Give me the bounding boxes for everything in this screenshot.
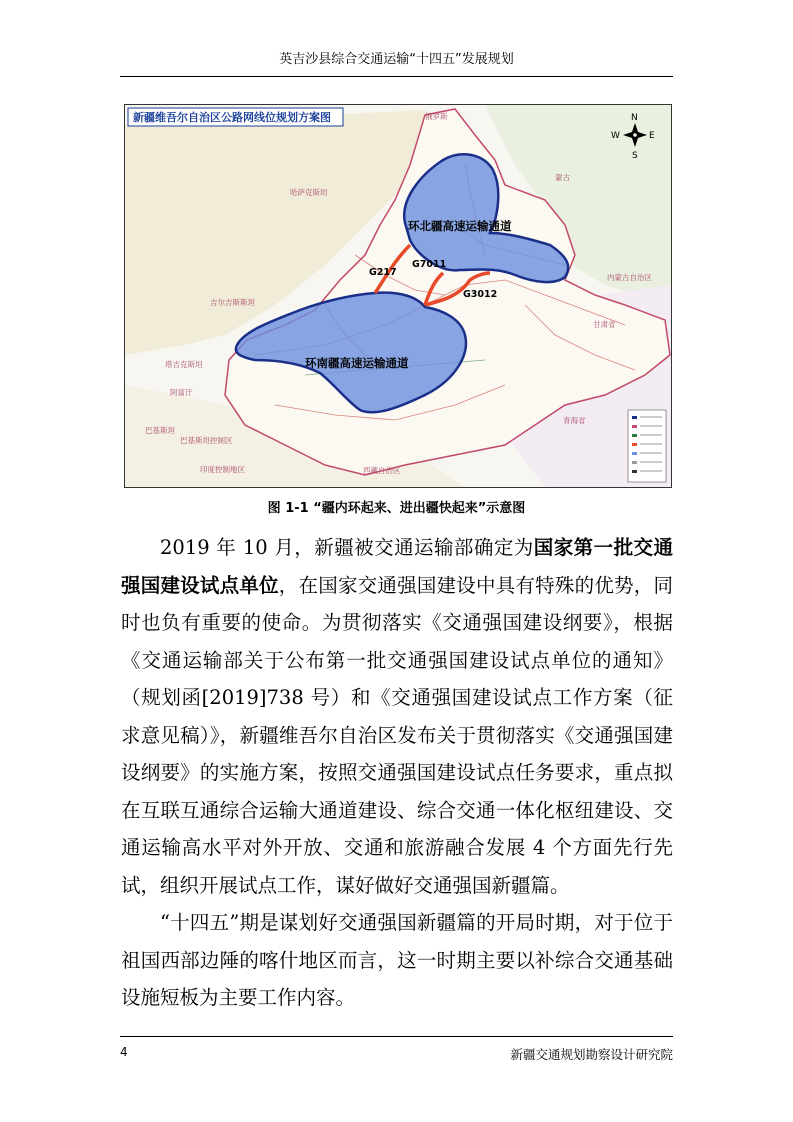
page-number: 4: [120, 1045, 128, 1059]
place-afghan: 阿富汗: [170, 388, 193, 397]
place-gansu: 甘肃省: [593, 320, 616, 329]
place-pakistan: 巴基斯坦: [145, 426, 175, 435]
page-header: [120, 48, 673, 77]
place-top: 俄罗斯: [425, 112, 448, 121]
footer-organization: 新疆交通规划勘察设计研究院: [510, 1047, 673, 1062]
place-kazakh: 哈萨克斯坦: [290, 188, 328, 197]
label-corridor-north: 环北疆高速运输通道: [408, 219, 512, 233]
map-svg: [125, 105, 671, 487]
paragraph-1-text-a: 2019 年 10 月，新疆被交通运输部确定为: [160, 536, 534, 559]
place-xizang: 西藏自治区: [363, 466, 401, 475]
place-mongolia: 蒙古: [555, 173, 570, 182]
compass-s: S: [632, 151, 638, 161]
header-title: 英吉沙县综合交通运输“十四五”发展规划: [279, 52, 514, 67]
place-india: 印度控制地区: [200, 465, 245, 474]
place-kyrgyz: 吉尔吉斯斯坦: [210, 298, 255, 307]
label-g7011: G7011: [412, 259, 447, 270]
place-neimenggu: 内蒙古自治区: [607, 273, 652, 282]
map-legend: [628, 410, 666, 482]
paragraph-1-text-b: ，在国家交通强国建设中具有特殊的优势，同时也负有重要的使命。为贯彻落实《交通强国建设纲要》，根据《交通运输部关于公布第一批交通强国建设试点单位的通知》（规划函[2019]738 号）和《交通强国建设试点工作方案（征求意见稿）》，新疆维吾尔自治区发布关于贯彻落实《交通强国建设纲要》的实施方案，按照交通强国建设试点任务要求，重点拟在互联互通综合运输大通道建设、综合交通一体化枢纽建设、交通运输高水平对外开放、交通和旅游融合发展 4 个方面先行先试，组织开展试点工作，谋好做好交通强国新疆篇。: [121, 573, 673, 897]
place-qinghai: 青海省: [563, 416, 586, 425]
page-footer: [120, 1036, 673, 1062]
paragraph-1-bold: 国家第一批交通强国建设试点单位: [121, 536, 673, 597]
body-text: [121, 529, 673, 1017]
place-india-region: 巴基斯坦控制区: [180, 436, 233, 445]
compass-w: W: [611, 131, 620, 141]
label-corridor-south: 环南疆高速运输通道: [305, 356, 409, 370]
compass-n: N: [631, 113, 638, 123]
place-tajik: 塔吉克斯坦: [165, 360, 203, 369]
paragraph-1: [121, 529, 673, 904]
label-g217: G217: [369, 267, 397, 278]
map-title: 新疆维吾尔自治区公路网线位规划方案图: [133, 111, 331, 124]
compass-e: E: [649, 131, 655, 141]
paragraph-2: “十四五”期是谋划好交通强国新疆篇的开局时期，对于位于祖国西部边陲的喀什地区而言，这一时期主要以补综合交通基础设施短板为主要工作内容。: [121, 911, 673, 1009]
map-figure: [124, 104, 672, 488]
label-g3012: G3012: [463, 289, 498, 300]
figure-caption: 图 1-1 “疆内环起来、进出疆快起来”示意图: [267, 501, 526, 516]
